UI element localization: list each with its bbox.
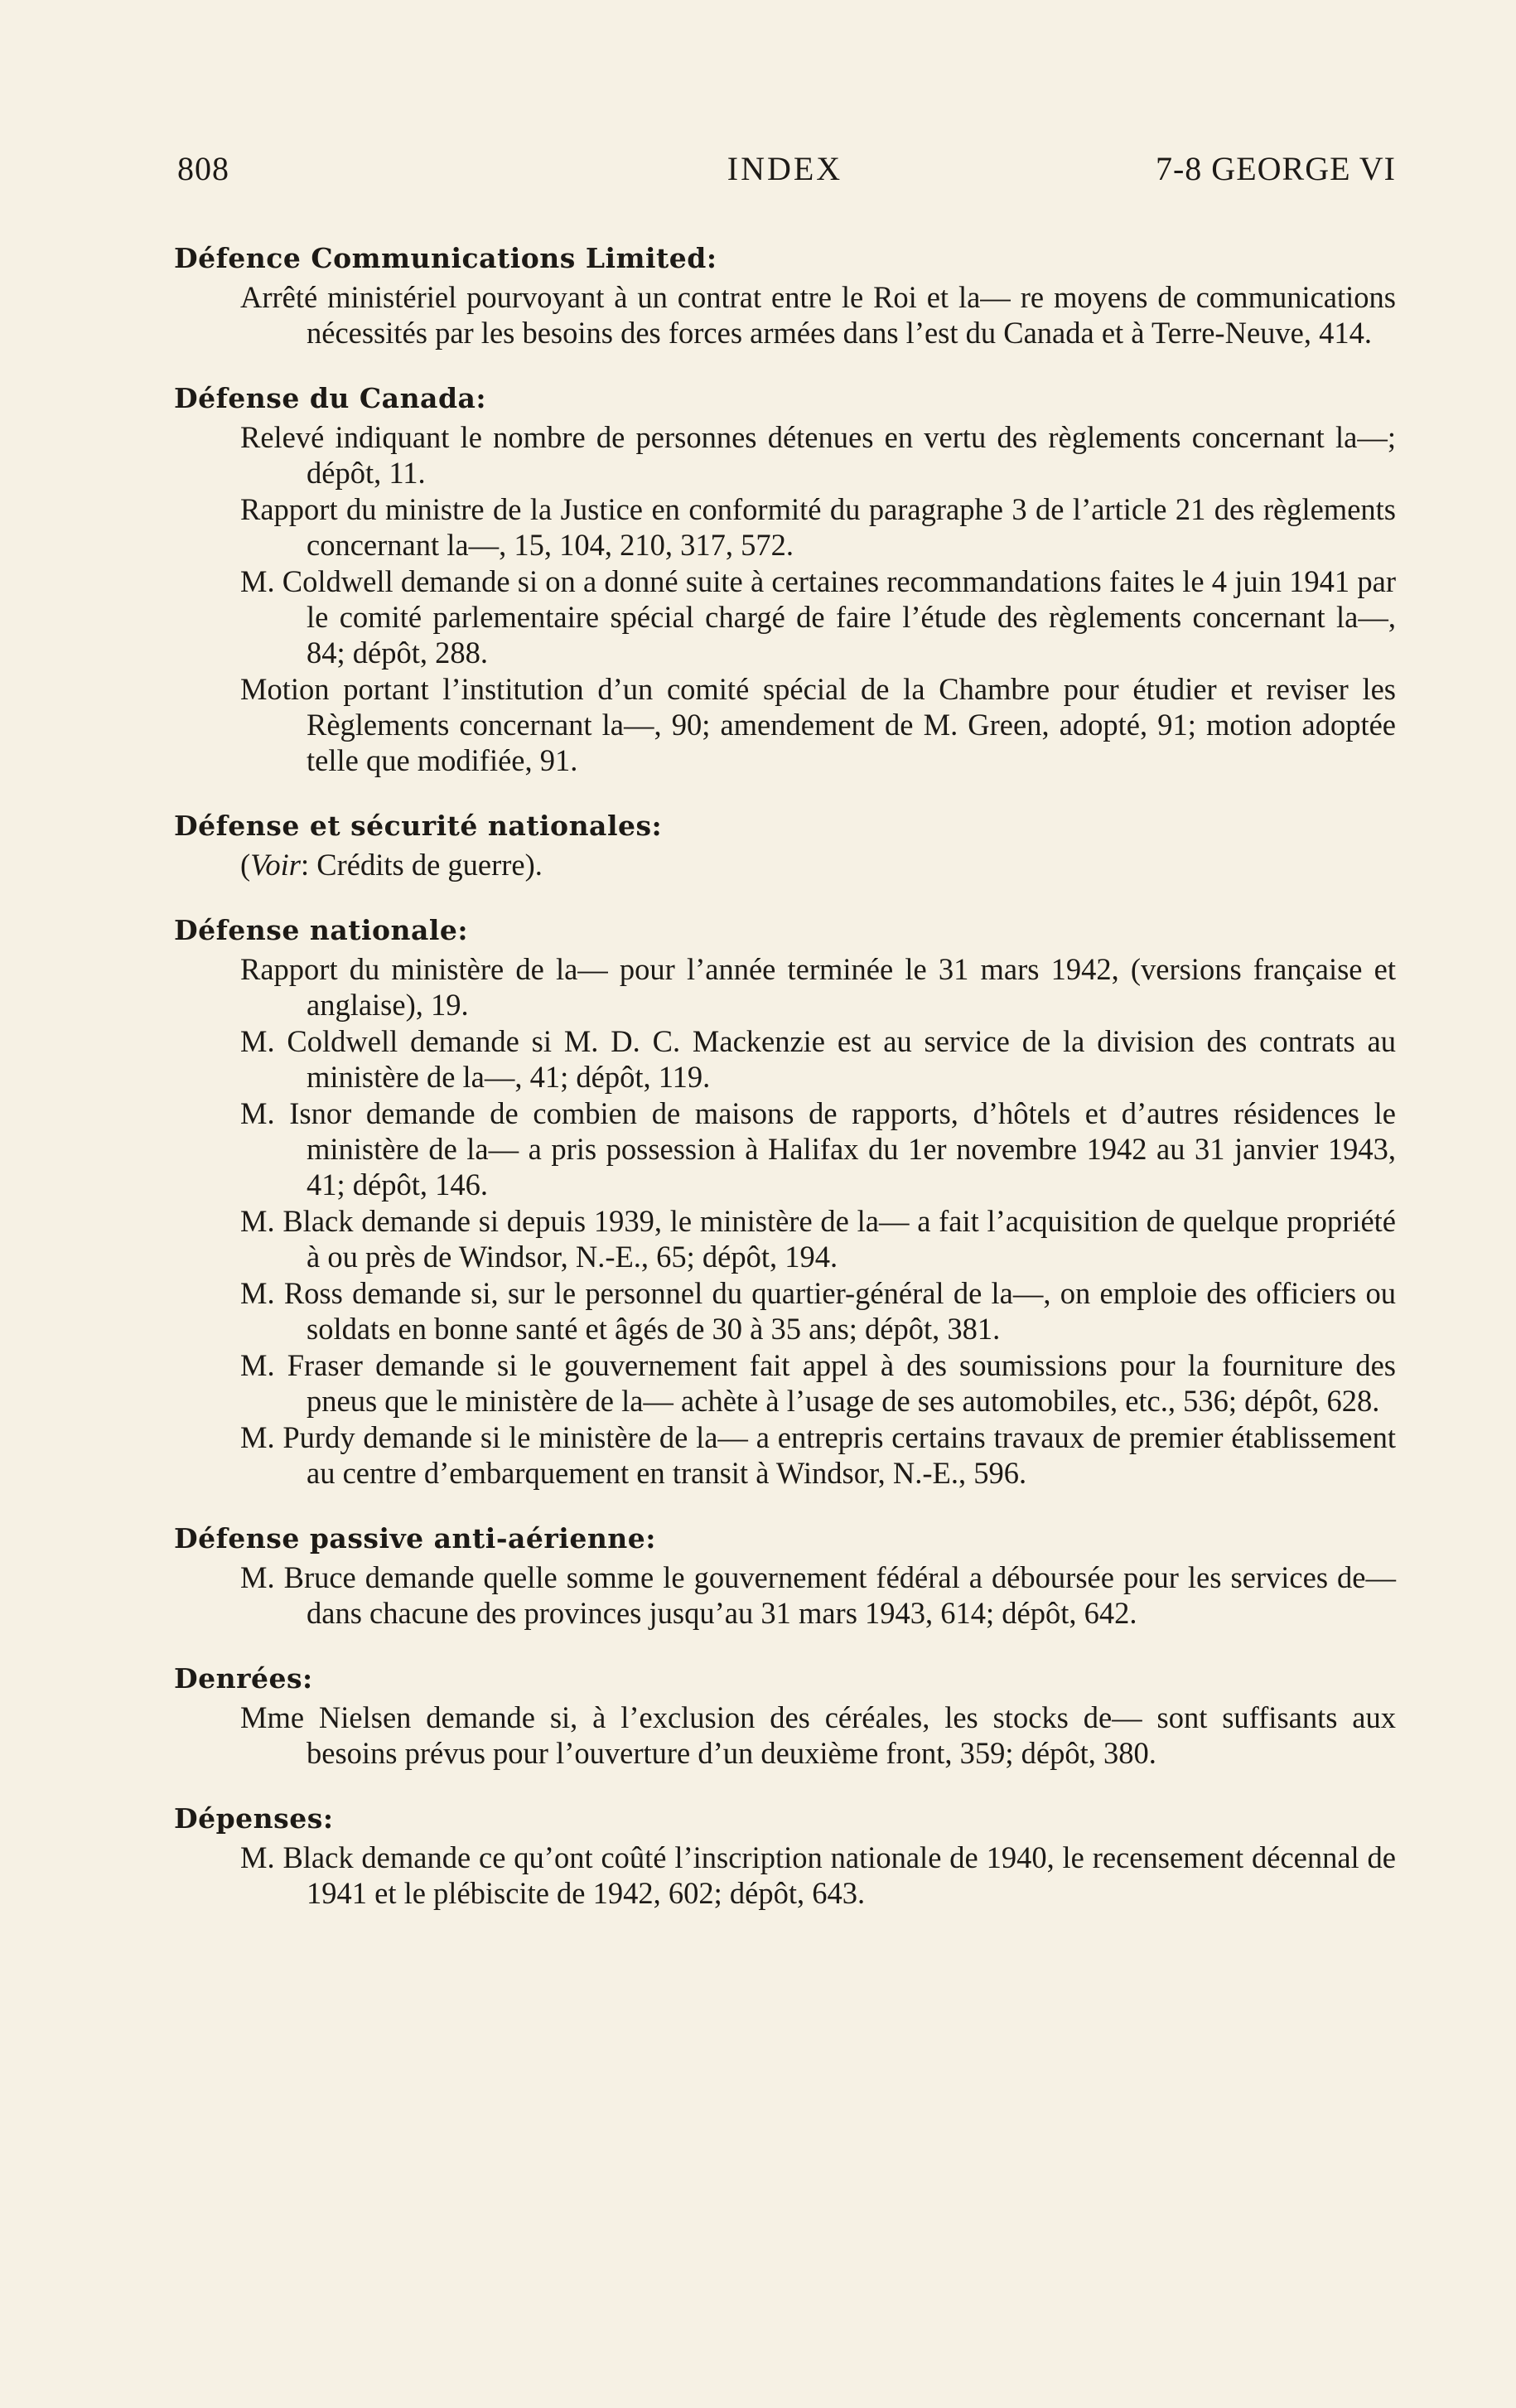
entry-item: Relevé indiquant le nombre de personnes détenues en vertu des règlements concernant la—; dépôt, 11. — [240, 420, 1396, 490]
index-entry — [174, 242, 1396, 351]
entry-item: Arrêté ministériel pourvoyant à un contrat entre le Roi et la— re moyens de communications nécessités par les besoins des forces armées dans l’est du Canada et à Terre-Neuve, 414. — [240, 280, 1396, 350]
entry-heading: Défense du Canada: — [174, 382, 487, 414]
entry-heading: Denrées: — [174, 1662, 313, 1695]
entry-item: M. Purdy demande si le ministère de la— a entrepris certains travaux de premier établissement au centre d’embarquement en transit à Windsor, N.-E., 596. — [240, 1420, 1396, 1490]
entry-heading: Défense et sécurité nationales: — [174, 810, 663, 842]
cross-reference — [174, 847, 1396, 882]
index-entry — [174, 1662, 1396, 1771]
xref-label: Voir — [250, 848, 302, 882]
entry-heading: Défense passive anti-aérienne: — [174, 1522, 656, 1555]
entry-item: M. Black demande ce qu’ont coûté l’inscription nationale de 1940, le recensement décennal de 1941 et le plébiscite de 1942, 602; dépôt, 643. — [240, 1840, 1396, 1910]
entry-item: M. Black demande si depuis 1939, le ministère de la— a fait l’acquisition de quelque propriété à ou près de Windsor, N.-E., 65; dépôt, 194. — [240, 1204, 1396, 1274]
index-entry — [174, 382, 1396, 778]
running-head — [174, 149, 1396, 199]
entry-item: M. Fraser demande si le gouvernement fait appel à des soumissions pour la fourniture des pneus que le ministère de la— achète à l’usage de ses automobiles, etc., 536; dépôt, 628. — [240, 1348, 1396, 1418]
entry-item: M. Bruce demande quelle somme le gouvernement fédéral a déboursée pour les services de— dans chacune des provinces jusqu’au 31 mars 1943, 614; dépôt, 642. — [240, 1560, 1396, 1630]
page-number: 808 — [177, 150, 229, 187]
entry-item: M. Coldwell demande si M. D. C. Mackenzie est au service de la division des contrats au ministère de la—, 41; dépôt, 119. — [240, 1024, 1396, 1094]
entry-heading: Défence Communications Limited: — [174, 242, 717, 274]
entry-item: M. Coldwell demande si on a donné suite à certaines recommandations faites le 4 juin 1941 par le comité parlementaire spécial chargé de faire l’étude des règlements concernant la—, 84; dépôt, 288. — [240, 564, 1396, 670]
entry-item: Rapport du ministre de la Justice en conformité du paragraphe 3 de l’article 21 des règlements concernant la—, 15, 104, 210, 317, 572. — [240, 492, 1396, 562]
index-page — [174, 149, 1396, 1942]
session-label: 7-8 GEORGE VI — [1155, 150, 1396, 187]
page-title: INDEX — [727, 150, 843, 187]
entry-item: M. Ross demande si, sur le personnel du quartier-général de la—, on emploie des officiers ou soldats en bonne santé et âgés de 30 à 35 ans; dépôt, 381. — [240, 1276, 1396, 1346]
index-entry — [174, 1802, 1396, 1911]
index-entry — [174, 1522, 1396, 1631]
xref-target: : Crédits de guerre). — [301, 848, 543, 882]
entry-item: M. Isnor demande de combien de maisons de rapports, d’hôtels et d’autres résidences le ministère de la— a pris possession à Halifax du 1er novembre 1942 au 31 janvier 1943, 41; dépôt, 146. — [240, 1096, 1396, 1202]
index-entry — [174, 914, 1396, 1491]
index-entry — [174, 810, 1396, 882]
entry-heading: Dépenses: — [174, 1802, 334, 1835]
entry-item: Mme Nielsen demande si, à l’exclusion des céréales, les stocks de— sont suffisants aux besoins prévus pour l’ouverture d’un deuxième front, 359; dépôt, 380. — [240, 1700, 1396, 1770]
entry-item: Rapport du ministère de la— pour l’année terminée le 31 mars 1942, (versions française et anglaise), 19. — [240, 952, 1396, 1022]
xref-open: ( — [240, 848, 251, 882]
entry-item: Motion portant l’institution d’un comité spécial de la Chambre pour étudier et reviser les Règlements concernant la—, 90; amendement de M. Green, adopté, 91; motion adoptée telle que modifiée, 91. — [240, 672, 1396, 777]
index-entries — [174, 242, 1396, 1911]
entry-heading: Défense nationale: — [174, 914, 469, 946]
